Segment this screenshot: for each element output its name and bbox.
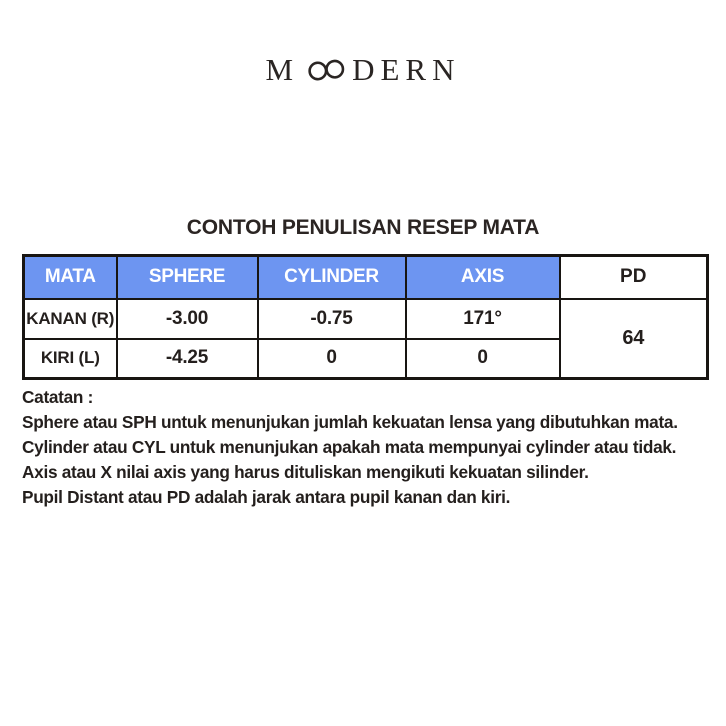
notes-section	[22, 385, 702, 510]
page-title: CONTOH PENULISAN RESEP MATA	[186, 216, 540, 239]
col-header-cylinder: CYLINDER	[258, 256, 406, 299]
col-header-pd: PD	[560, 256, 708, 299]
cell-kiri-sphere: -4.25	[117, 339, 258, 379]
cell-kanan-sphere: -3.00	[117, 299, 258, 339]
cell-kanan-axis: 171°	[406, 299, 560, 339]
note-axis: Axis atau X nilai axis yang harus dituliskan mengikuti kekuatan silinder.	[22, 462, 589, 482]
col-header-sphere: SPHERE	[117, 256, 258, 299]
brand-logo	[0, 50, 726, 90]
note-cylinder: Cylinder atau CYL untuk menunjukan apakah mata mempunyai cylinder atau tidak.	[22, 437, 677, 457]
cell-pd-value: 64	[560, 299, 708, 379]
cell-kiri-cylinder: 0	[258, 339, 406, 379]
prescription-table	[22, 254, 709, 380]
brand-logo-prefix: M	[265, 52, 300, 87]
note-pd: Pupil Distant atau PD adalah jarak antara pupil kanan dan kiri.	[22, 487, 511, 507]
cell-kiri-label: KIRI (L)	[24, 339, 117, 379]
cell-kiri-axis: 0	[406, 339, 560, 379]
cell-kanan-label: KANAN (R)	[24, 299, 117, 339]
notes-heading: Catatan :	[22, 387, 94, 407]
note-sphere: Sphere atau SPH untuk menunjukan jumlah kekuatan lensa yang dibutuhkan mata.	[22, 412, 678, 432]
glasses-icon	[302, 52, 352, 93]
table-row-kanan	[24, 299, 708, 339]
cell-kanan-cylinder: -0.75	[258, 299, 406, 339]
brand-logo-suffix: DERN	[352, 52, 461, 87]
col-header-mata: MATA	[24, 256, 117, 299]
col-header-axis: AXIS	[406, 256, 560, 299]
table-header-row	[24, 256, 708, 299]
